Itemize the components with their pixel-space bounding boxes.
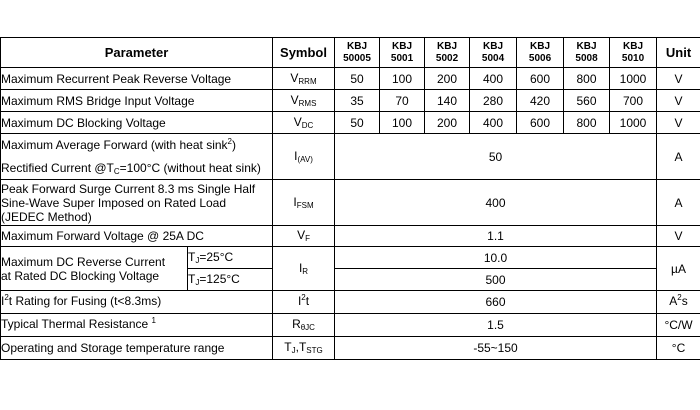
value-cell: 1.5	[335, 314, 657, 337]
param-label: Maximum DC Blocking Voltage	[1, 112, 273, 134]
header-part: KBJ 5002	[425, 38, 470, 68]
header-part: KBJ 5008	[564, 38, 610, 68]
header-row	[1, 38, 700, 68]
param-label: Maximum Forward Voltage @ 25A DC	[1, 226, 273, 247]
table-row	[1, 90, 700, 112]
ratings-table	[0, 37, 700, 360]
symbol-cell: $I_{FSM}$	[273, 180, 335, 226]
param-label: Peak Forward Surge Current 8.3 ms Single Half Sine-Wave Super Imposed on Rated Load (JEDEC Method)	[1, 180, 273, 226]
symbol-cell: $V_{RMS}$	[273, 90, 335, 112]
value-cell: 800	[564, 112, 610, 134]
header-unit: Unit	[657, 38, 700, 68]
value-cell: 1000	[610, 112, 657, 134]
header-part: KBJ 5001	[380, 38, 425, 68]
value-cell: 560	[564, 90, 610, 112]
value-cell: 1000	[610, 68, 657, 90]
condition-cell: $T_J=125^\circ C$	[188, 269, 273, 291]
table-row	[1, 337, 700, 360]
value-cell: 500	[335, 269, 657, 291]
symbol-cell: $V_{DC}$	[273, 112, 335, 134]
param-label: Maximum DC Reverse Current at Rated DC Blocking Voltage	[1, 247, 188, 291]
table-row	[1, 291, 700, 314]
symbol-cell: $R_{\theta JC}$	[273, 314, 335, 337]
value-cell: 600	[517, 112, 564, 134]
symbol-cell: $V_F$	[273, 226, 335, 247]
param-label: $I^2t$ Rating for Fusing (t<8.3ms)	[1, 291, 273, 314]
value-cell: 700	[610, 90, 657, 112]
value-cell: 100	[380, 68, 425, 90]
value-cell: 10.0	[335, 247, 657, 269]
condition-cell: $T_J=25^\circ C$	[188, 247, 273, 269]
value-cell: 400	[470, 112, 517, 134]
value-cell: 600	[517, 68, 564, 90]
param-label: Typical Thermal Resistance $^1$	[1, 314, 273, 337]
value-cell: 280	[470, 90, 517, 112]
value-cell: 200	[425, 68, 470, 90]
param-label: Maximum Average Forward (with heat sink$^2$) Rectified Current $@T_C=100^\circ C$ (without heat sink)	[1, 134, 273, 180]
unit-cell: $A^2s$	[657, 291, 700, 314]
table-row	[1, 68, 700, 90]
param-label: Operating and Storage temperature range	[1, 337, 273, 360]
unit-cell: °C/W	[657, 314, 700, 337]
header-part: KBJ 5010	[610, 38, 657, 68]
value-cell: 420	[517, 90, 564, 112]
table-row	[1, 247, 700, 269]
unit-cell: V	[657, 68, 700, 90]
value-cell: 400	[470, 68, 517, 90]
value-cell: -55~150	[335, 337, 657, 360]
header-part: KBJ 5006	[517, 38, 564, 68]
unit-cell: °C	[657, 337, 700, 360]
table-row	[1, 226, 700, 247]
value-cell: 200	[425, 112, 470, 134]
header-parameter: Parameter	[1, 38, 273, 68]
value-cell: 100	[380, 112, 425, 134]
param-label: Maximum RMS Bridge Input Voltage	[1, 90, 273, 112]
symbol-cell: $V_{RRM}$	[273, 68, 335, 90]
table-row	[1, 314, 700, 337]
value-cell: 50	[335, 112, 380, 134]
value-cell: 800	[564, 68, 610, 90]
unit-cell: µA	[657, 247, 700, 291]
table-row	[1, 134, 700, 180]
value-cell: 400	[335, 180, 657, 226]
unit-cell: V	[657, 90, 700, 112]
header-symbol: Symbol	[273, 38, 335, 68]
header-part: KBJ 5004	[470, 38, 517, 68]
table-row	[1, 112, 700, 134]
param-label: Maximum Recurrent Peak Reverse Voltage	[1, 68, 273, 90]
value-cell: 70	[380, 90, 425, 112]
symbol-cell: $I^2t$	[273, 291, 335, 314]
value-cell: 35	[335, 90, 380, 112]
unit-cell: A	[657, 134, 700, 180]
symbol-cell: $I_{(AV)}$	[273, 134, 335, 180]
symbol-cell: $T_J,T_{STG}$	[273, 337, 335, 360]
value-cell: 50	[335, 68, 380, 90]
value-cell: 50	[335, 134, 657, 180]
value-cell: 1.1	[335, 226, 657, 247]
value-cell: 140	[425, 90, 470, 112]
table-row	[1, 180, 700, 226]
unit-cell: V	[657, 112, 700, 134]
unit-cell: A	[657, 180, 700, 226]
header-part: KBJ 50005	[335, 38, 380, 68]
value-cell: 660	[335, 291, 657, 314]
unit-cell: V	[657, 226, 700, 247]
symbol-cell: $I_R$	[273, 247, 335, 291]
